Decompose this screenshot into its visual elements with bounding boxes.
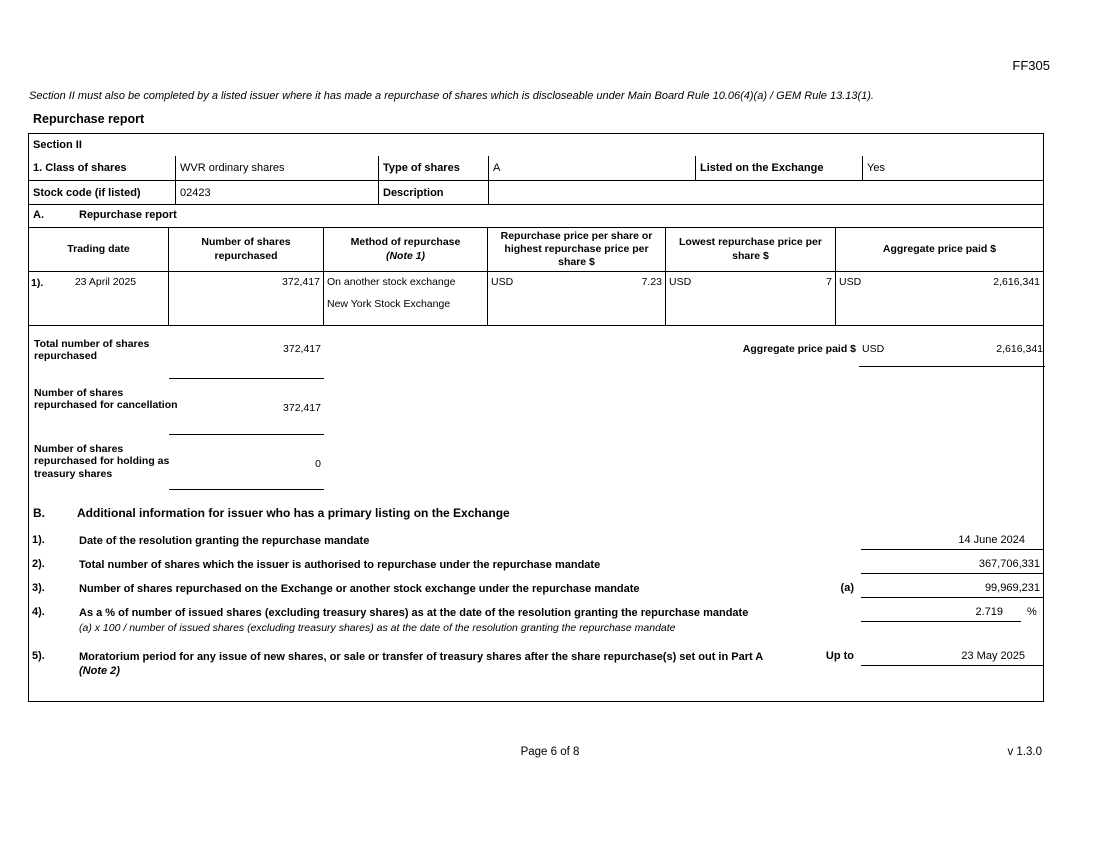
trade-table-header — [29, 228, 1043, 272]
trading-date-value: 23 April 2025 — [74, 276, 137, 288]
lowest-value: 7 — [826, 276, 832, 288]
cancellation-value: 372,417 — [283, 402, 321, 414]
item-4-percent-sign: % — [1027, 606, 1037, 618]
header-lowest-price: Lowest repurchase price per share $ — [666, 228, 836, 271]
listed-on-exchange-label: Listed on the Exchange — [696, 156, 863, 180]
part-a-title: Repurchase report — [79, 209, 177, 221]
header-trading-date: Trading date — [29, 228, 169, 271]
class-of-shares-label: 1. Class of shares — [29, 156, 176, 180]
header-method-note: (Note 1) — [385, 249, 426, 262]
item-4-text: As a % of number of issued shares (excluding treasury shares) as at the date of the resolution granting the repurchase mandate — [79, 607, 749, 619]
header-aggregate-price: Aggregate price paid $ — [882, 242, 997, 255]
item-4-index: 4). — [32, 606, 45, 618]
item-5-index: 5). — [32, 649, 45, 662]
cell-repurchase-price — [488, 272, 666, 325]
cancellation-label: Number of shares repurchased for cancellation — [34, 387, 178, 412]
section-header-label: Section II — [33, 139, 82, 151]
method-line1: On another stock exchange — [327, 276, 456, 288]
cell-lowest-price — [666, 272, 836, 325]
item-5-note: (Note 2) — [79, 665, 120, 678]
cell-aggregate-price — [836, 272, 1043, 325]
part-a-heading-row — [29, 205, 1043, 228]
total-shares-value: 372,417 — [283, 343, 321, 355]
header-method — [324, 228, 488, 271]
stock-code-row — [29, 181, 1043, 205]
item-4-value: 2.719 — [861, 606, 1021, 622]
treasury-label: Number of shares repurchased for holding as treasury shares — [34, 443, 170, 480]
listed-on-exchange-value: Yes — [867, 162, 885, 174]
cancellation-underline — [169, 434, 324, 435]
item-4-formula: (a) x 100 / number of issued shares (excluding treasury shares) as at the date of the resolution granting the repurchase mandate — [79, 622, 676, 635]
form-code: FF305 — [1012, 58, 1050, 73]
page-number: Page 6 of 8 — [520, 746, 580, 758]
item-5-text: Moratorium period for any issue of new shares, or sale or transfer of treasury shares after the share repurchase(s) set out in Part A — [79, 650, 764, 663]
aggregate-currency: USD — [839, 276, 862, 288]
aggregate-paid-underline — [859, 366, 1045, 367]
cell-shares-repurchased: 372,417 — [169, 272, 324, 325]
item-5-text-block — [79, 650, 826, 679]
part-b-index: B. — [33, 506, 45, 520]
part-b-heading — [31, 506, 1043, 520]
price-value: 7.23 — [641, 276, 662, 288]
item-5-up-to-label: Up to — [825, 649, 854, 662]
part-b-item-3 — [31, 582, 1043, 598]
class-of-shares-value: WVR ordinary shares — [176, 156, 379, 180]
aggregate-paid-value: 2,616,341 — [996, 343, 1043, 355]
report-title: Repurchase report — [33, 112, 145, 126]
item-3-value: 99,969,231 — [861, 582, 1043, 598]
total-shares-label: Total number of shares repurchased — [34, 338, 150, 363]
treasury-underline — [169, 489, 324, 490]
item-1-value: 14 June 2024 — [861, 534, 1043, 550]
part-a-totals — [29, 326, 1043, 496]
part-b-item-1 — [31, 534, 1043, 550]
section-ii-box — [28, 133, 1044, 702]
aggregate-value: 2,616,341 — [993, 276, 1040, 288]
type-of-shares-value: A — [489, 156, 696, 180]
item-1-index: 1). — [32, 534, 45, 546]
row-index: 1). — [31, 277, 44, 289]
item-2-value: 367,706,331 — [861, 558, 1043, 574]
item-3-text: Number of shares repurchased on the Exchange or another stock exchange under the repurchase mandate — [79, 583, 640, 595]
item-2-text: Total number of shares which the issuer is authorised to repurchase under the repurchase mandate — [79, 559, 601, 571]
stock-code-label: Stock code (if listed) — [29, 181, 176, 204]
part-b-item-4 — [31, 606, 1043, 636]
aggregate-paid-label: Aggregate price paid $ — [742, 343, 856, 355]
description-label: Description — [379, 181, 489, 204]
intro-note: Section II must also be completed by a listed issuer where it has made a repurchase of shares which is discloseable under Main Board Rule 10.06(4)(a) / GEM Rule 13.13(1). — [29, 90, 874, 102]
section-header-row — [29, 134, 1043, 156]
type-of-shares-label: Type of shares — [379, 156, 489, 180]
treasury-value: 0 — [315, 458, 321, 470]
part-b-section — [29, 496, 1043, 701]
item-1-text: Date of the resolution granting the repurchase mandate — [79, 535, 370, 547]
header-repurchase-price: Repurchase price per share or highest repurchase price per share $ — [488, 228, 666, 271]
trade-table-row — [29, 272, 1043, 326]
item-3-marker: (a) — [840, 582, 854, 594]
part-a-index: A. — [33, 209, 44, 221]
method-line2: New York Stock Exchange — [327, 298, 451, 310]
price-currency: USD — [491, 276, 514, 288]
cell-trading-date — [29, 272, 169, 325]
stock-code-value: 02423 — [176, 181, 379, 204]
item-3-index: 3). — [32, 582, 45, 594]
header-shares-repurchased: Number of shares repurchased — [169, 228, 324, 271]
aggregate-paid-currency: USD — [862, 343, 885, 355]
form-version: v 1.3.0 — [1007, 746, 1042, 758]
item-2-index: 2). — [32, 558, 45, 570]
cell-method — [324, 272, 488, 325]
header-method-text: Method of repurchase — [350, 236, 461, 249]
part-b-item-2 — [31, 558, 1043, 574]
item-4-text-block — [79, 606, 861, 636]
lowest-currency: USD — [669, 276, 692, 288]
class-of-shares-row — [29, 156, 1043, 181]
part-b-item-5 — [31, 650, 1043, 679]
total-shares-underline — [169, 378, 324, 379]
description-value — [489, 181, 1043, 204]
item-5-value: 23 May 2025 — [861, 650, 1043, 666]
part-b-title: Additional information for issuer who has a primary listing on the Exchange — [77, 506, 510, 520]
